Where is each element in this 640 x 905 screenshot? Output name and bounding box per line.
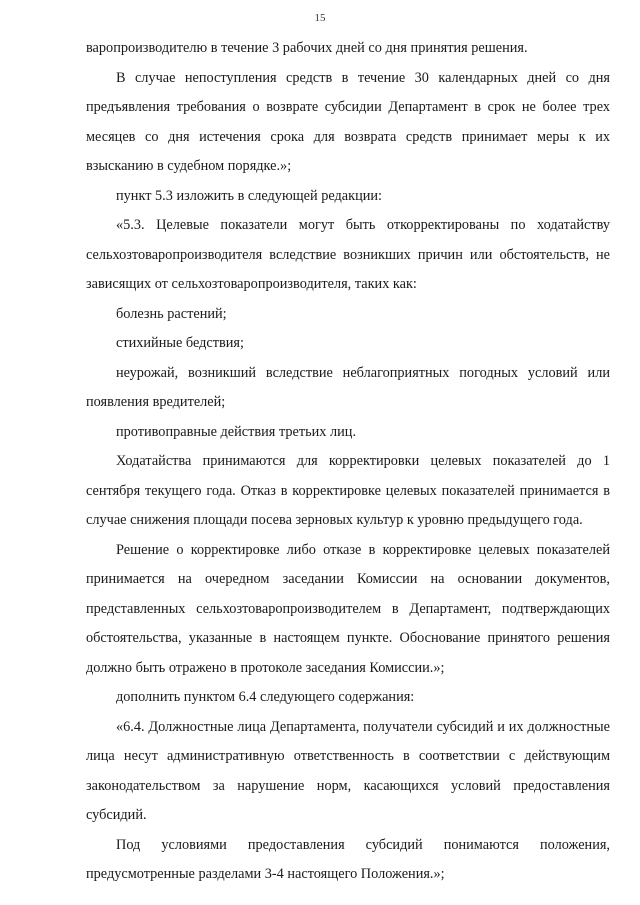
document-body (86, 34, 610, 890)
paragraph-clause-6-4: «6.4. Должностные лица Департамента, получатели субсидий и их должностные лица несут административную ответственность в соответствии с действующим законодательством за нарушение норм, касающихся условий предоставления субсидий. (86, 718, 610, 823)
paragraph-add-6-4: дополнить пунктом 6.4 следующего содержания: (116, 689, 415, 705)
paragraph-petition-deadline: Ходатайства принимаются для корректировки целевых показателей до 1 сентября текущего года. Отказ в корректировке целевых показателей принимается в случае снижения площади посева зерновых культур к уровню предыдущего года. (86, 453, 610, 528)
list-item-crop-failure: неурожай, возникший вследствие неблагоприятных погодных условий или появления вредителей; (86, 364, 610, 410)
paragraph-subsidy-conditions: Под условиями предоставления субсидий понимаются положения, предусмотренные разделами 3-4 настоящего Положения.»; (86, 836, 610, 882)
list-item-natural-disasters: стихийные бедствия; (116, 335, 244, 351)
paragraph-clause-5-3: «5.3. Целевые показатели могут быть откорректированы по ходатайству сельхозтоваропроизводителя вследствие возникших причин или обстоятельств, не зависящих от сельхозтоваропроизводителя, таких как: (86, 217, 610, 292)
page-number: 15 (314, 12, 326, 24)
paragraph-commission-decision: Решение о корректировке либо отказе в корректировке целевых показателей принимается на очередном заседании Комиссии на основании документов, представленных сельхозтоваропроизводителем в Департамент, подтверждающих обстоятельства, указанные в настоящем пункте. Обоснование принятого решения должно быть отражено в протоколе заседания Комиссии.»; (86, 541, 610, 676)
paragraph-amend-5-3: пункт 5.3 изложить в следующей редакции: (116, 187, 383, 204)
paragraph-refund-enforcement: В случае непоступления средств в течение 30 календарных дней со дня предъявления требования о возврате субсидии Департамент в срок не более трех месяцев со дня истечения срока для возврата средств принимает меры к их взысканию в судебном порядке.»; (86, 69, 610, 174)
list-item-plant-disease: болезнь растений; (116, 305, 227, 322)
paragraph-continuation: варопроизводителю в течение 3 рабочих дней со дня принятия решения. (86, 40, 528, 56)
list-item-third-party-actions: противоправные действия третьих лиц. (116, 423, 357, 440)
